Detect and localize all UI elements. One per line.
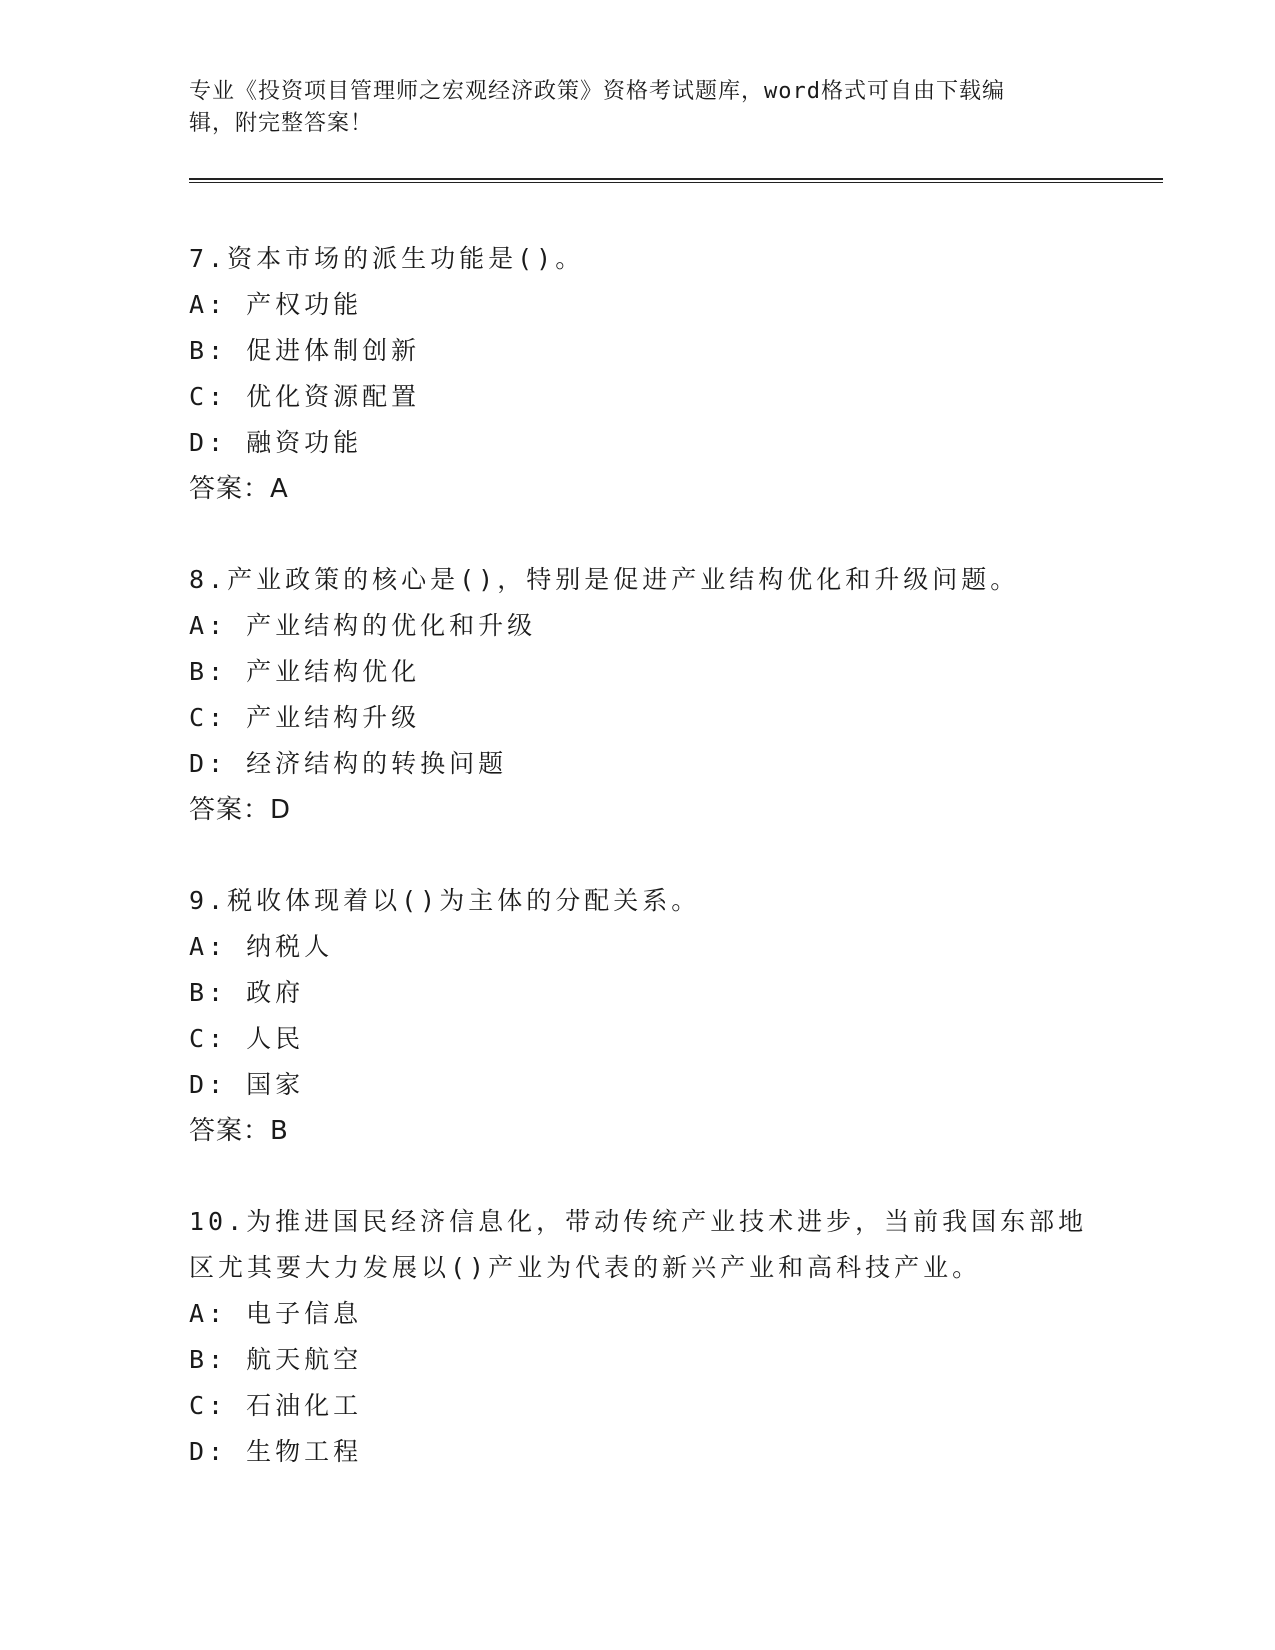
question-stem: 8.产业政策的核心是()，特别是促进产业结构优化和升级问题。 bbox=[189, 565, 1020, 594]
option-b: B: 航天航空 bbox=[189, 1345, 363, 1374]
option-d: D: 国家 bbox=[189, 1070, 305, 1099]
answer-line: 答案：B bbox=[189, 1116, 289, 1146]
option-d: D: 生物工程 bbox=[189, 1437, 363, 1466]
option-a: A: 电子信息 bbox=[189, 1299, 363, 1328]
option-c: C: 石油化工 bbox=[189, 1391, 363, 1420]
question-9 bbox=[189, 878, 1109, 1154]
header-line-2: 辑，附完整答案！ bbox=[189, 111, 374, 136]
question-stem: 10.为推进国民经济信息化，带动传统产业技术进步，当前我国东部地区尤其要大力发展以()产业为代表的新兴产业和高科技产业。 bbox=[189, 1207, 1088, 1282]
option-c: C: 优化资源配置 bbox=[189, 382, 421, 411]
option-a: A: 产权功能 bbox=[189, 290, 363, 319]
question-10 bbox=[189, 1199, 1109, 1475]
question-7 bbox=[189, 236, 1109, 512]
option-b: B: 促进体制创新 bbox=[189, 336, 421, 365]
question-stem: 9.税收体现着以()为主体的分配关系。 bbox=[189, 886, 701, 915]
header-line-1: 专业《投资项目管理师之宏观经济政策》资格考试题库，word格式可自由下载编 bbox=[189, 79, 1005, 104]
answer-line: 答案：A bbox=[189, 474, 289, 504]
option-d: D: 融资功能 bbox=[189, 428, 363, 457]
option-c: C: 人民 bbox=[189, 1024, 305, 1053]
option-a: A: 产业结构的优化和升级 bbox=[189, 611, 537, 640]
question-stem: 7.资本市场的派生功能是()。 bbox=[189, 244, 585, 273]
question-list bbox=[189, 236, 1109, 1520]
option-b: B: 政府 bbox=[189, 978, 305, 1007]
header-divider bbox=[189, 178, 1163, 183]
answer-line: 答案：D bbox=[189, 795, 292, 825]
option-c: C: 产业结构升级 bbox=[189, 703, 421, 732]
option-d: D: 经济结构的转换问题 bbox=[189, 749, 508, 778]
option-a: A: 纳税人 bbox=[189, 932, 334, 961]
question-8 bbox=[189, 557, 1109, 833]
option-b: B: 产业结构优化 bbox=[189, 657, 421, 686]
document-header bbox=[189, 76, 1069, 140]
